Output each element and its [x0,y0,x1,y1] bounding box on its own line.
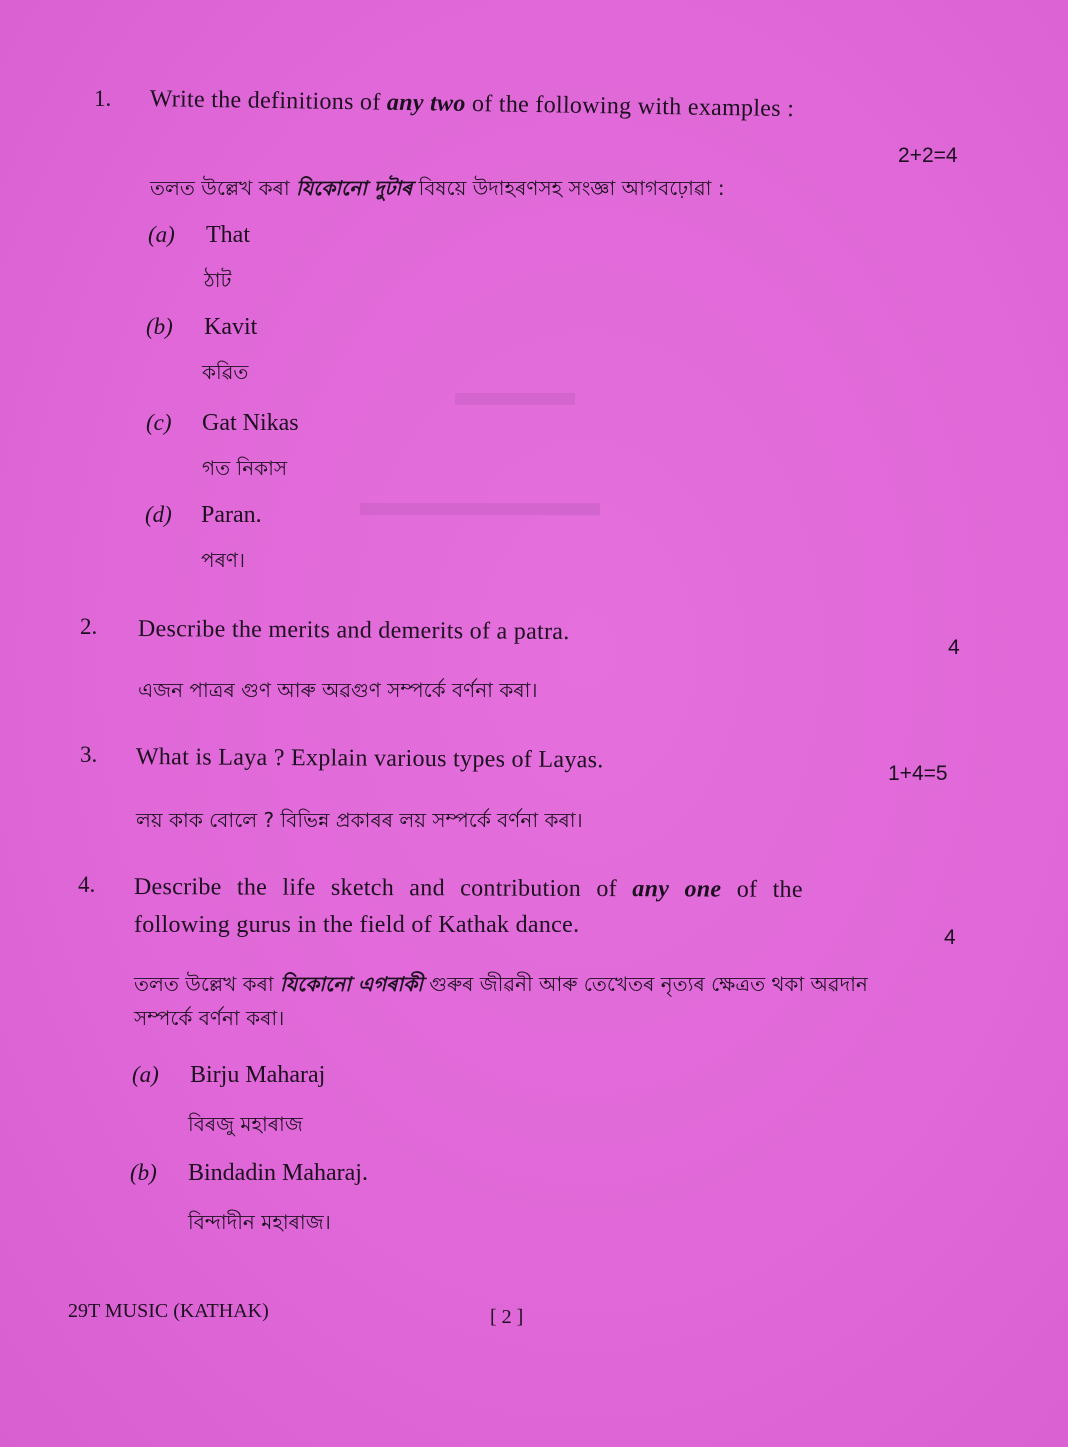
marks: 4 [948,636,960,659]
question-text-assamese: এজন পাত্ৰৰ গুণ আৰু অৱগুণ সম্পৰ্কে বৰ্ণনা কৰা। [138,678,538,702]
question-text: Describe the life sketch and contribution of any one of the [133,874,803,903]
question-text-assamese: তলত উল্লেখ কৰা যিকোনো দুটাৰ বিষয়ে উদাহৰণসহ সংজ্ঞা আগবঢ়োৱা : [150,176,725,200]
question-number: 4. [78,872,96,897]
show-through-mark: ▬▬▬▬▬▬ [360,479,600,524]
marks: 2+2=4 [898,144,958,167]
question-text: What is Laya ? Explain various types of Layas. [135,744,604,774]
page-number: [ 2 ] [490,1306,524,1328]
question-number: 3. [80,742,98,767]
question-text-assamese-line2: সম্পৰ্কে বৰ্ণনা কৰা। [134,1006,285,1030]
marks: 4 [944,926,956,949]
question-number: 1. [94,86,112,111]
paper-code: 29T MUSIC (KATHAK) [68,1300,269,1322]
marks: 1+4=5 [888,762,948,785]
question-text-assamese: তলত উল্লেখ কৰা যিকোনো এগৰাকী গুৰুৰ জীৱনী আৰু তেখেতৰ নৃত্যৰ ক্ষেত্ৰত থকা অৱদান [134,972,868,996]
question-text-line2: following gurus in the field of Kathak dance. [134,912,580,938]
question-number: 2. [80,614,98,639]
show-through-mark: ▬▬▬ [455,369,575,414]
exam-page: ▬▬▬ ▬▬▬▬▬▬ 1. Write the definitions of any two of the following with examples : 2+2=4 তলত উল্লেখ কৰা যিকোনো দুটাৰ বিষয়ে উদাহৰণসহ সংজ্ঞা আগবঢ়োৱা : (a) That ঠাট (b) Kavit কৱিত (c) Gat Nikas গত নিকাস (d) Paran. পৰণ। 2. Describe the merits and demerits of a patra. 4 এজন পাত্ৰৰ গুণ আৰু অৱগুণ সম্পৰ্কে বৰ্ণনা কৰা। 3. What is Laya ? Explain various types of Layas. 1+4=5 লয় কাক বোলে ? বিভিন্ন প্ৰকাৰৰ লয় সম্পৰ্কে বৰ্ণনা কৰা। 4. Describe the life sketch and contribution of any one of the following gurus in the field of Kathak dance. 4 তলত উল্লেখ কৰা যিকোনো এগৰাকী গুৰুৰ জীৱনী আৰু তেখেতৰ নৃত্যৰ ক্ষেত্ৰত থকা অৱদান সম্পৰ্কে বৰ্ণনা কৰা। (a) Birju Maharaj বিৰজু মহাৰাজ (b) Bindadin Maharaj. বিন্দাদীন মহাৰাজ। 29T MUSIC (KATHAK) [ 2 ] [68,86,960,1328]
question-text: Describe the merits and demerits of a patra. [137,616,570,646]
question-text: Write the definitions of any two of the following with examples : [149,86,795,123]
question-text-assamese: লয় কাক বোলে ? বিভিন্ন প্ৰকাৰৰ লয় সম্পৰ্কে বৰ্ণনা কৰা। [136,808,583,832]
